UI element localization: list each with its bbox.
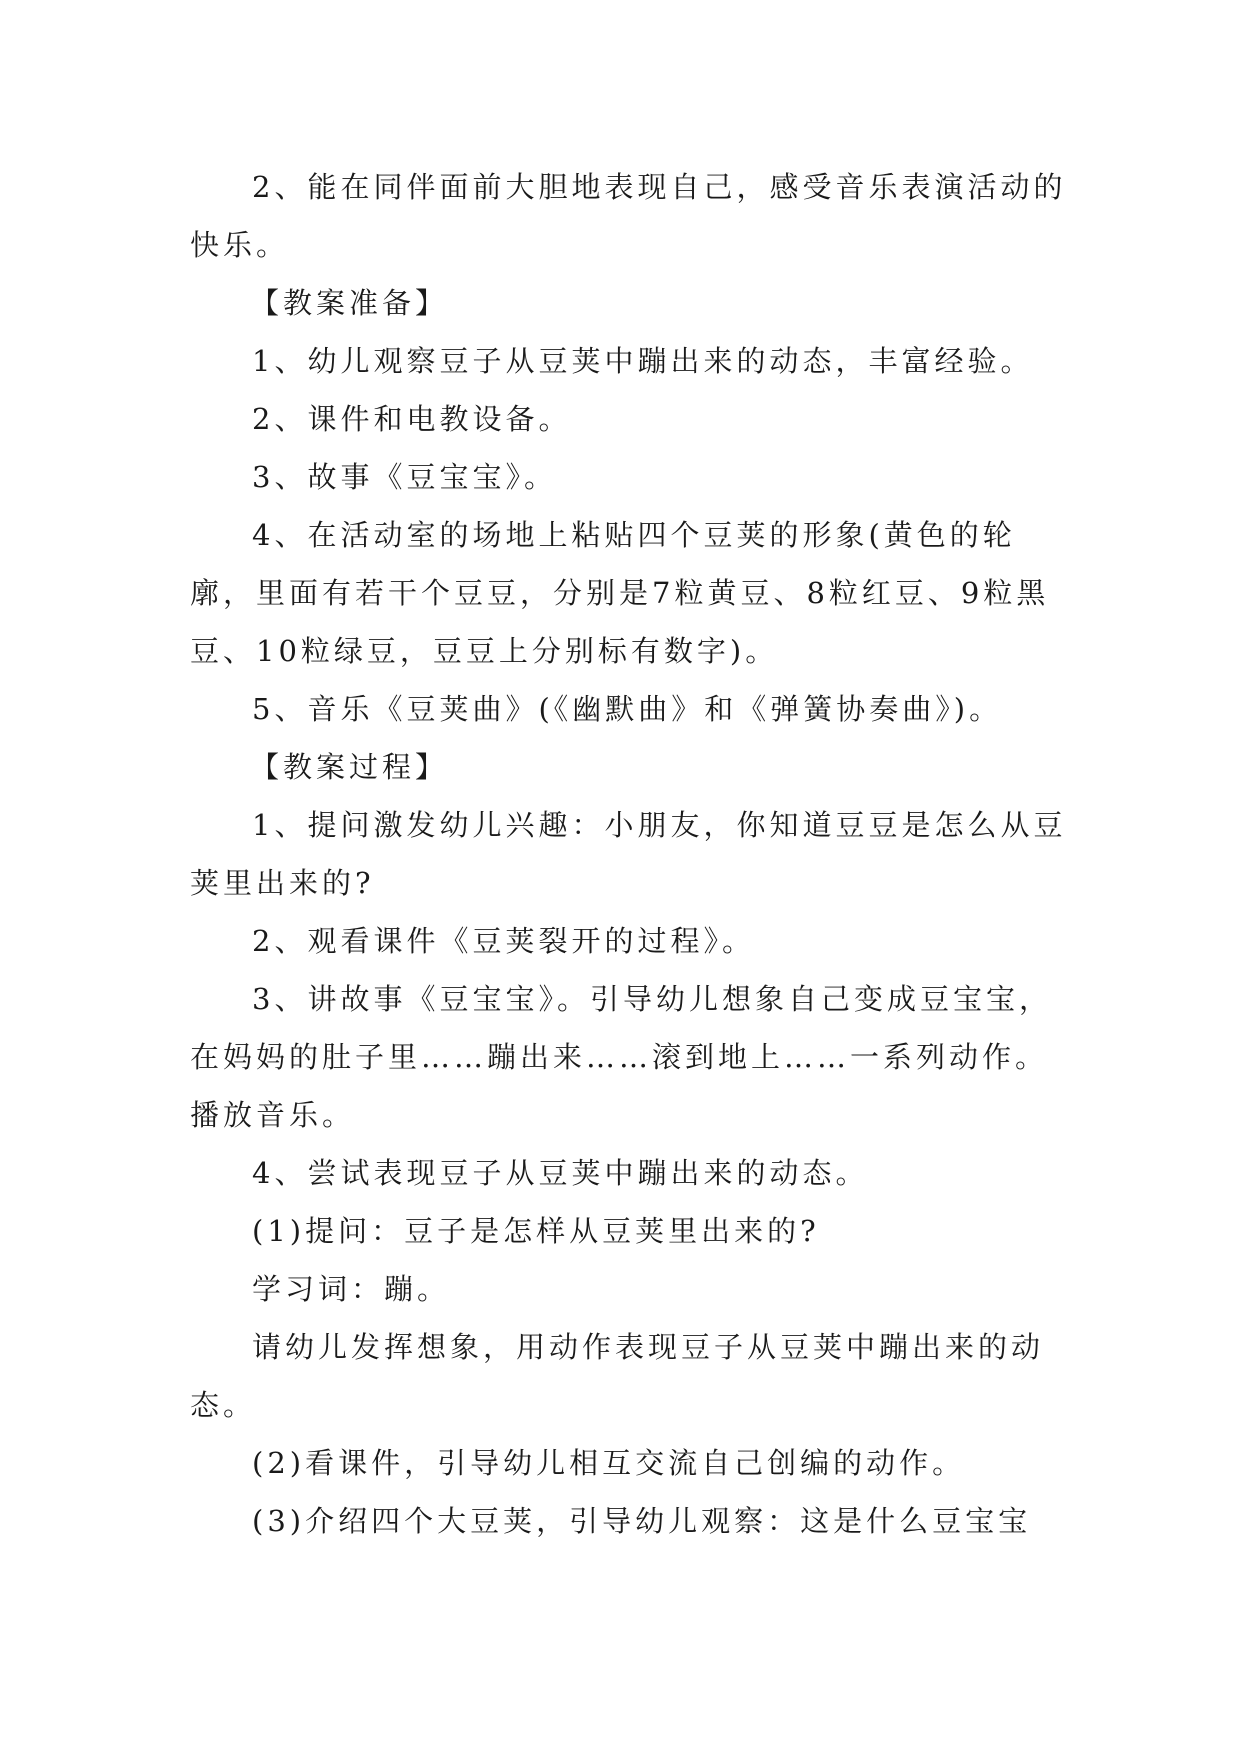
paragraph-process-4-3: (3)介绍四个大豆荚，引导幼儿观察：这是什么豆宝宝 (252, 1504, 1032, 1538)
paragraph-process-4: 4、尝试表现豆子从豆荚中蹦出来的动态。 (252, 1156, 869, 1190)
section-heading-preparation: 【教案准备】 (250, 286, 449, 320)
paragraph-goal-2: 2、能在同伴面前大胆地表现自己，感受音乐表演活动的快乐。 (190, 170, 1067, 262)
paragraph-prep-1: 1、幼儿观察豆子从豆荚中蹦出来的动态，丰富经验。 (252, 344, 1034, 378)
paragraph-process-2: 2、观看课件《豆荚裂开的过程》。 (252, 924, 755, 958)
paragraph-process-4-1: (1)提问：豆子是怎样从豆荚里出来的? (252, 1214, 820, 1248)
paragraph-prep-4: 4、在活动室的场地上粘贴四个豆荚的形象(黄色的轮廓，里面有若干个豆豆，分别是7粒黄豆、8粒红豆、9粒黑豆、10粒绿豆，豆豆上分别标有数字)。 (190, 518, 1050, 668)
paragraph-prep-2: 2、课件和电教设备。 (252, 402, 572, 436)
paragraph-prep-3: 3、故事《豆宝宝》。 (252, 460, 557, 494)
paragraph-process-4-2: (2)看课件，引导幼儿相互交流自己创编的动作。 (252, 1446, 966, 1480)
document-body (190, 158, 1070, 1550)
paragraph-process-1: 1、提问激发幼儿兴趣：小朋友，你知道豆豆是怎么从豆荚里出来的? (190, 808, 1067, 900)
paragraph-imagination: 请幼儿发挥想象，用动作表现豆子从豆荚中蹦出来的动态。 (190, 1330, 1045, 1422)
paragraph-process-3: 3、讲故事《豆宝宝》。引导幼儿想象自己变成豆宝宝，在妈妈的肚子里……蹦出来……滚到地上……一系列动作。播放音乐。 (190, 982, 1052, 1132)
paragraph-vocabulary: 学习词：蹦。 (252, 1272, 451, 1306)
section-heading-process: 【教案过程】 (250, 750, 449, 784)
paragraph-prep-5: 5、音乐《豆荚曲》(《幽默曲》和《弹簧协奏曲》)。 (252, 692, 1003, 726)
